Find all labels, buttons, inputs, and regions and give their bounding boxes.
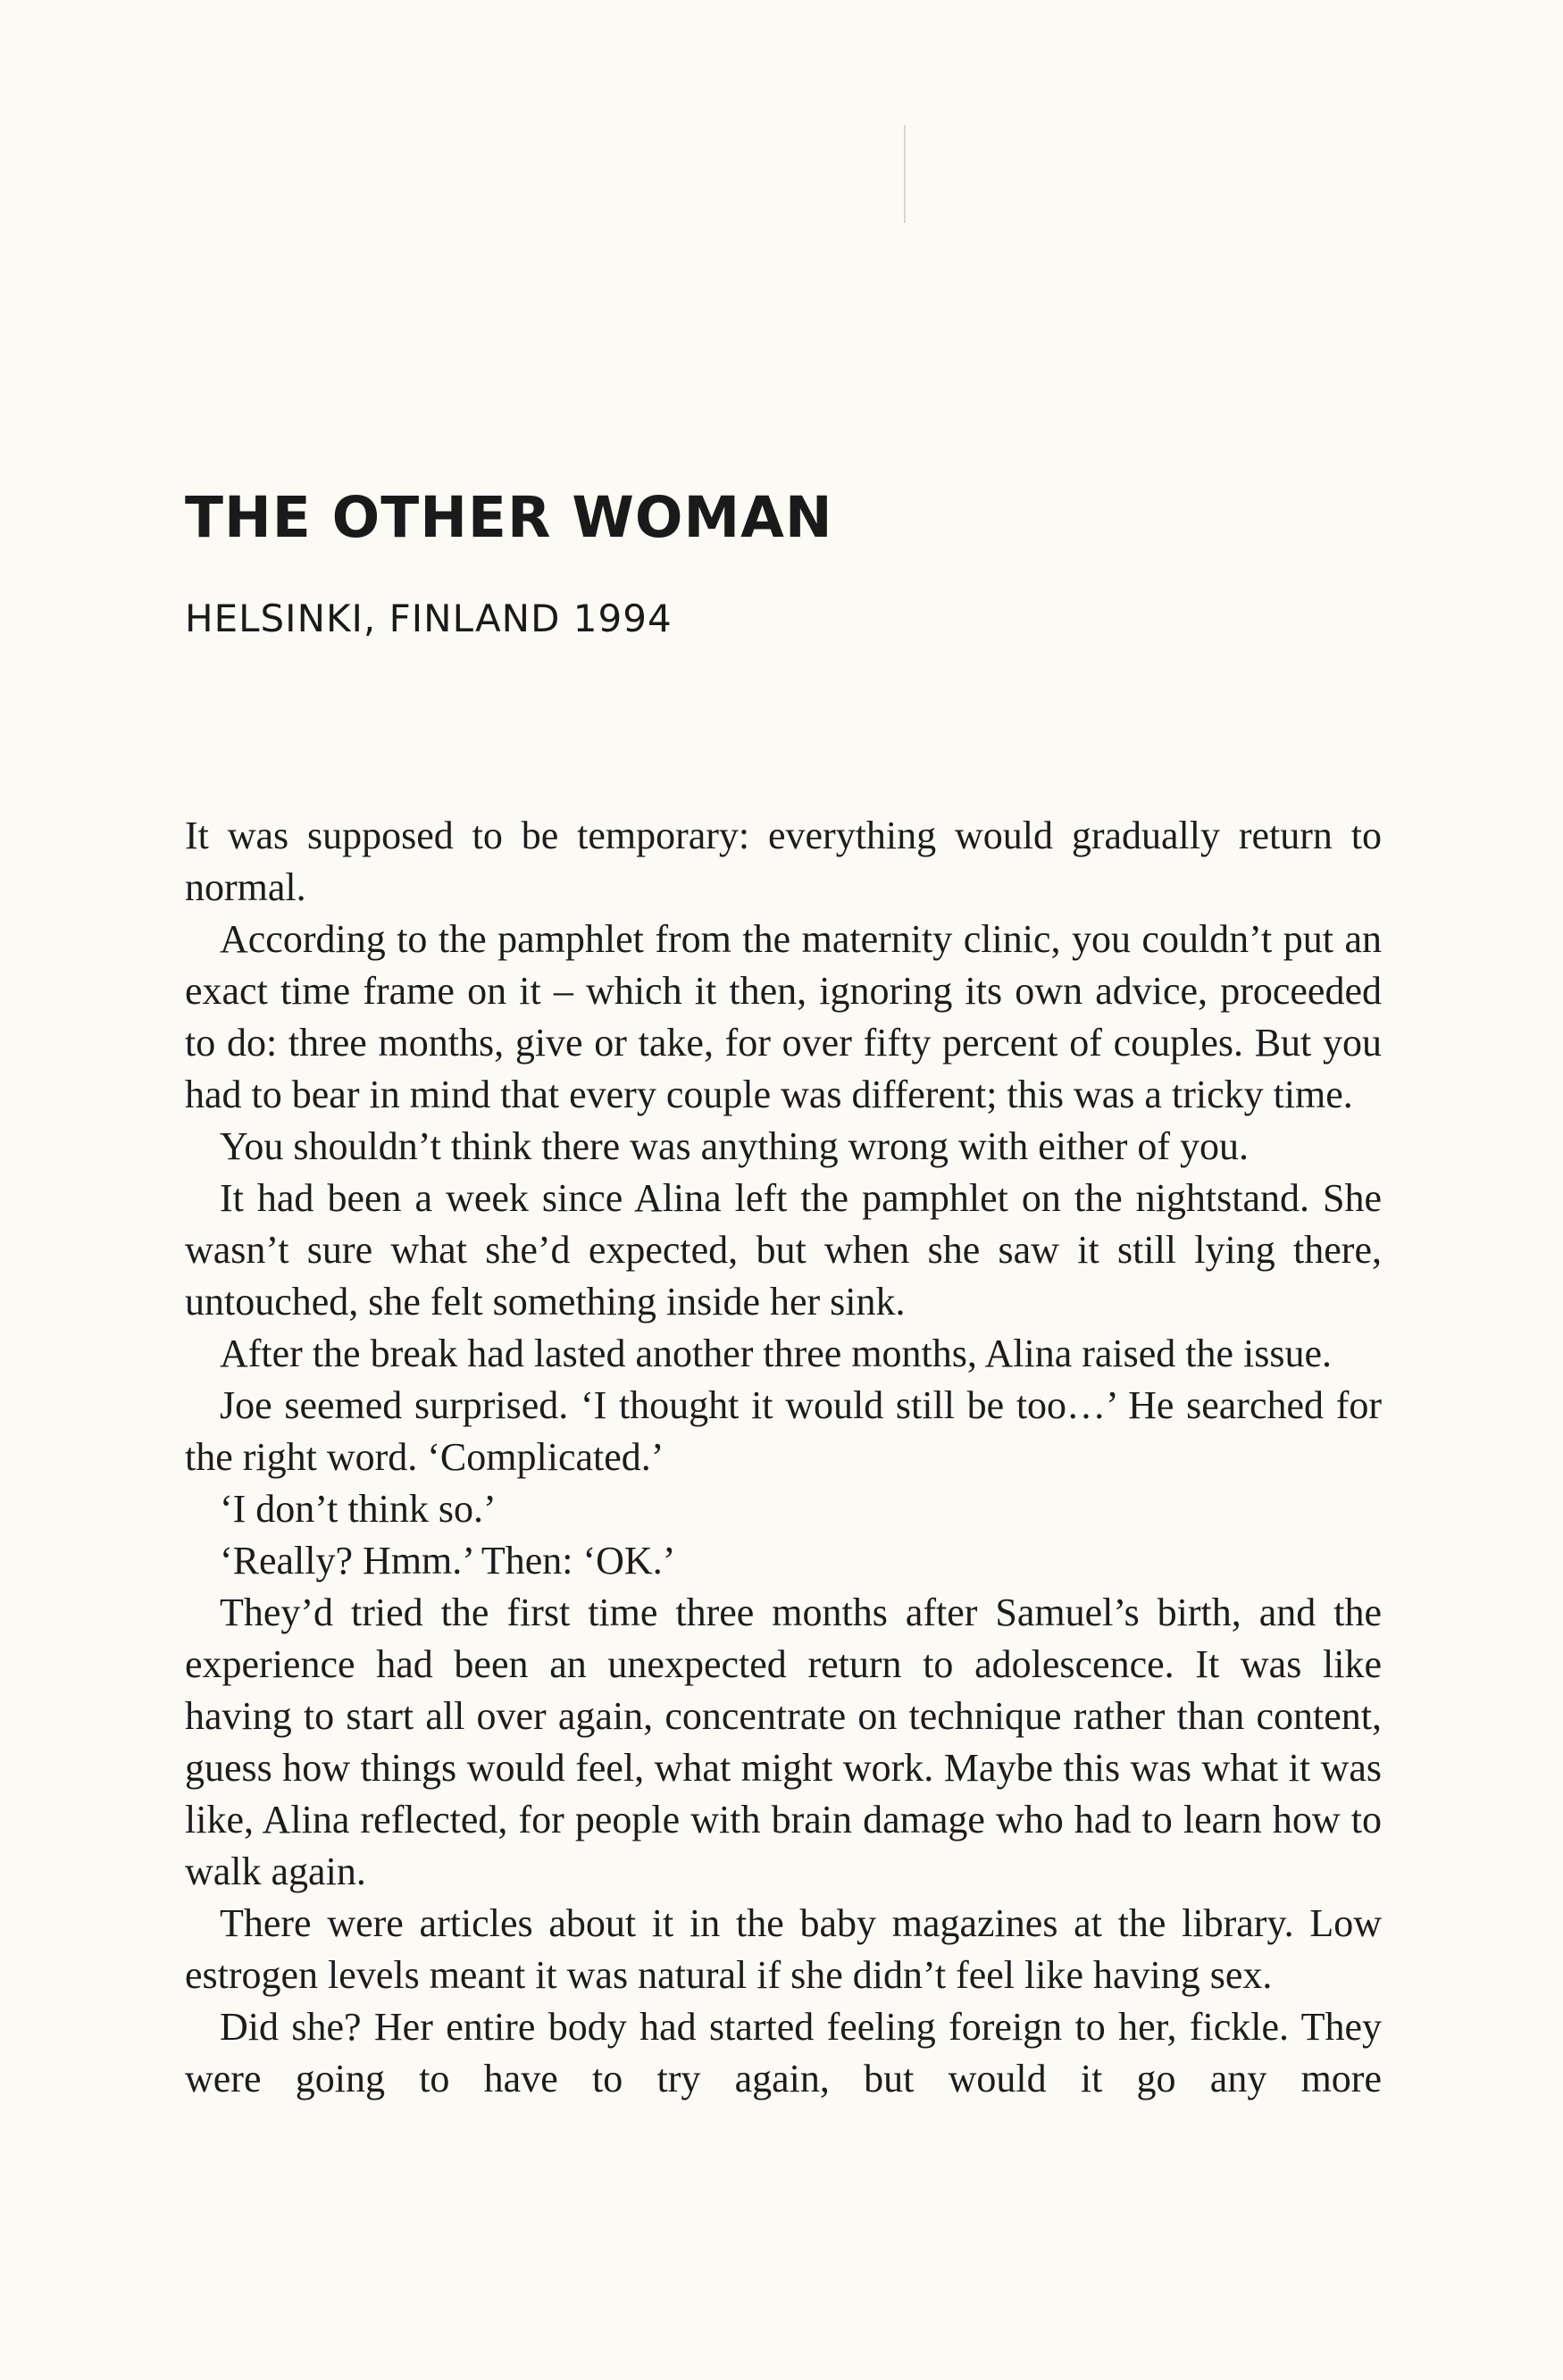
paragraph: They’d tried the first time three months after Samuel’s birth, and the experience had been an unexpected return to adolescence. It was like having to start all over again, concentrate on technique rather than content, guess how things would feel, what might work. Maybe this was what it was like, Alina reflected, for people with brain damage who had to learn how to walk again. <box>185 1591 1382 1893</box>
paragraph: There were articles about it in the baby magazines at the library. Low estrogen levels meant it was natural if she didn’t feel like having sex. <box>185 1901 1382 1997</box>
paragraph: Joe seemed surprised. ‘I thought it would still be too…’ He searched for the right word. ‘Complicated.’ <box>185 1383 1382 1479</box>
chapter-body <box>185 810 1382 2105</box>
chapter-subtitle: HELSINKI, FINLAND 1994 <box>185 597 673 640</box>
scan-mark <box>904 125 906 223</box>
paragraph: According to the pamphlet from the maternity clinic, you couldn’t put an exact time frame on it – which it then, ignoring its own advice, proceeded to do: three months, give or take, for over fifty percent of couples. But you had to bear in mind that every couple was different; this was a tricky time. <box>185 917 1382 1116</box>
paragraph: After the break had lasted another three months, Alina raised the issue. <box>220 1332 1333 1375</box>
paragraph: It had been a week since Alina left the pamphlet on the nightstand. She wasn’t sure what she’d expected, but when she saw it still lying there, untouched, she felt something inside her sink. <box>185 1176 1382 1324</box>
paragraph: It was supposed to be temporary: everything would gradually return to normal. <box>185 814 1382 909</box>
paragraph: ‘I don’t think so.’ <box>220 1487 497 1531</box>
paragraph: Did she? Her entire body had started feeling foreign to her, fickle. They were going to have to try again, but would it go any more <box>185 2005 1382 2100</box>
paragraph: ‘Really? Hmm.’ Then: ‘OK.’ <box>220 1539 676 1582</box>
paragraph: You shouldn’t think there was anything wrong with either of you. <box>220 1124 1250 1168</box>
chapter-title: THE OTHER WOMAN <box>185 485 833 550</box>
